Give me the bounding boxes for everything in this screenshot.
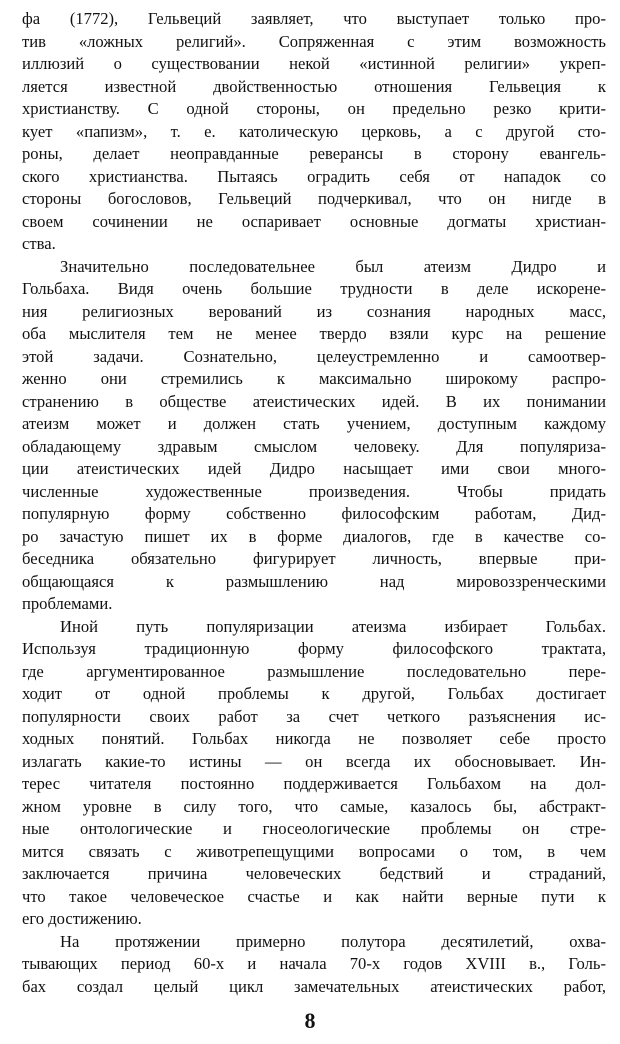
text-line: ляется известной двойственностью отношения Гельвеция к	[22, 76, 606, 96]
text-line: ции атеистических идей Дидро насыщает ими свои много-	[22, 459, 606, 478]
text-line: мится связать с животрепещущими вопросами о том, в чем	[22, 841, 606, 861]
text-line: своем сочинении не оспаривает основные догматы христиан-	[22, 211, 606, 231]
text-line: женно они стремились к максимально широкому распро-	[22, 369, 606, 388]
text-line: стороны богословов, Гельвеций подчеркивал, что он нигде в	[22, 189, 606, 208]
text-line: иллюзий о существовании некой «истинной религии» укреп-	[22, 54, 606, 73]
text-line: где аргументированное размышление последовательно пере-	[22, 661, 606, 681]
text-line: тив «ложных религий». Сопряженная с этим возможность	[22, 31, 606, 51]
text-line: жном уровне в силу того, что самые, казалось бы, абстракт-	[22, 796, 606, 816]
text-line: ния религиозных верований из сознания народных масс,	[22, 301, 606, 321]
text-line: ные онтологические и гносеологические проблемы он стре-	[22, 819, 606, 838]
text-line: кует «папизм», т. е. католическую церковь, а с другой сто-	[22, 121, 606, 141]
text-line: бах создал целый цикл замечательных атеистических работ,	[22, 976, 606, 996]
text-line: ходных понятий. Гольбах никогда не позволяет себе просто	[22, 729, 606, 748]
text-line: популярную форму собственно философским работам, Дид-	[22, 504, 606, 523]
text-line: терес читателя постоянно поддерживается Гольбахом на дол-	[22, 774, 606, 793]
text-line: ского христианства. Пытаясь оградить себя от нападок со	[22, 166, 606, 186]
text-line: оба мыслителя тем не менее твердо взяли курс на решение	[22, 324, 606, 343]
text-line: фа (1772), Гельвеций заявляет, что выступает только про-	[22, 9, 606, 28]
text-line: популярности своих работ за счет четкого разъяснения ис-	[22, 706, 606, 726]
text-line: что такое человеческое счастье и как найти верные пути к	[22, 886, 606, 906]
text-line: Используя традиционную форму философского трактата,	[22, 639, 606, 658]
text-line: христианству. С одной стороны, он предельно резко крити-	[22, 99, 606, 118]
text-line: Гольбаха. Видя очень большие трудности в деле искорене-	[22, 279, 606, 298]
text-line: атеизм может и должен стать учением, доступным каждому	[22, 414, 606, 433]
text-line: численные художественные произведения. Чтобы придать	[22, 481, 606, 501]
text-line: тывающих период 60-х и начала 70-х годов XVIII в., Голь-	[22, 954, 606, 973]
text-line: проблемами.	[22, 594, 113, 613]
text-line: ства.	[22, 234, 56, 253]
text-line: ро зачастую пишет их в форме диалогов, где в качестве со-	[22, 526, 606, 546]
text-line: его достижению.	[22, 909, 142, 928]
text-line: этой задачи. Сознательно, целеустремленно и самоотвер-	[22, 346, 606, 366]
text-line: странению в обществе атеистических идей. В их понимании	[22, 391, 606, 411]
page-body	[22, 8, 606, 998]
paragraph	[22, 616, 606, 931]
text-line: обладающему здравым смыслом человеку. Для популяриза-	[22, 436, 606, 456]
text-line: общающаяся к размышлению над мировоззренческими	[22, 571, 606, 591]
paragraph	[22, 931, 606, 999]
text-line: На протяжении примерно полутора десятилетий, охва-	[60, 931, 606, 951]
text-line: роны, делает неоправданные реверансы в сторону евангель-	[22, 144, 606, 163]
text-line: ходит от одной проблемы к другой, Гольбах достигает	[22, 684, 606, 703]
text-line: заключается причина человеческих бедствий и страданий,	[22, 864, 606, 883]
paragraph	[22, 8, 606, 256]
text-line: беседника обязательно фигурирует личность, впервые при-	[22, 549, 606, 568]
paragraph	[22, 256, 606, 616]
text-line: Иной путь популяризации атеизма избирает Гольбах.	[60, 616, 606, 636]
text-line: излагать какие-то истины — он всегда их обосновывает. Ин-	[22, 751, 606, 771]
page-number: 8	[304, 1008, 316, 1033]
text-line: Значительно последовательнее был атеизм Дидро и	[60, 256, 606, 276]
